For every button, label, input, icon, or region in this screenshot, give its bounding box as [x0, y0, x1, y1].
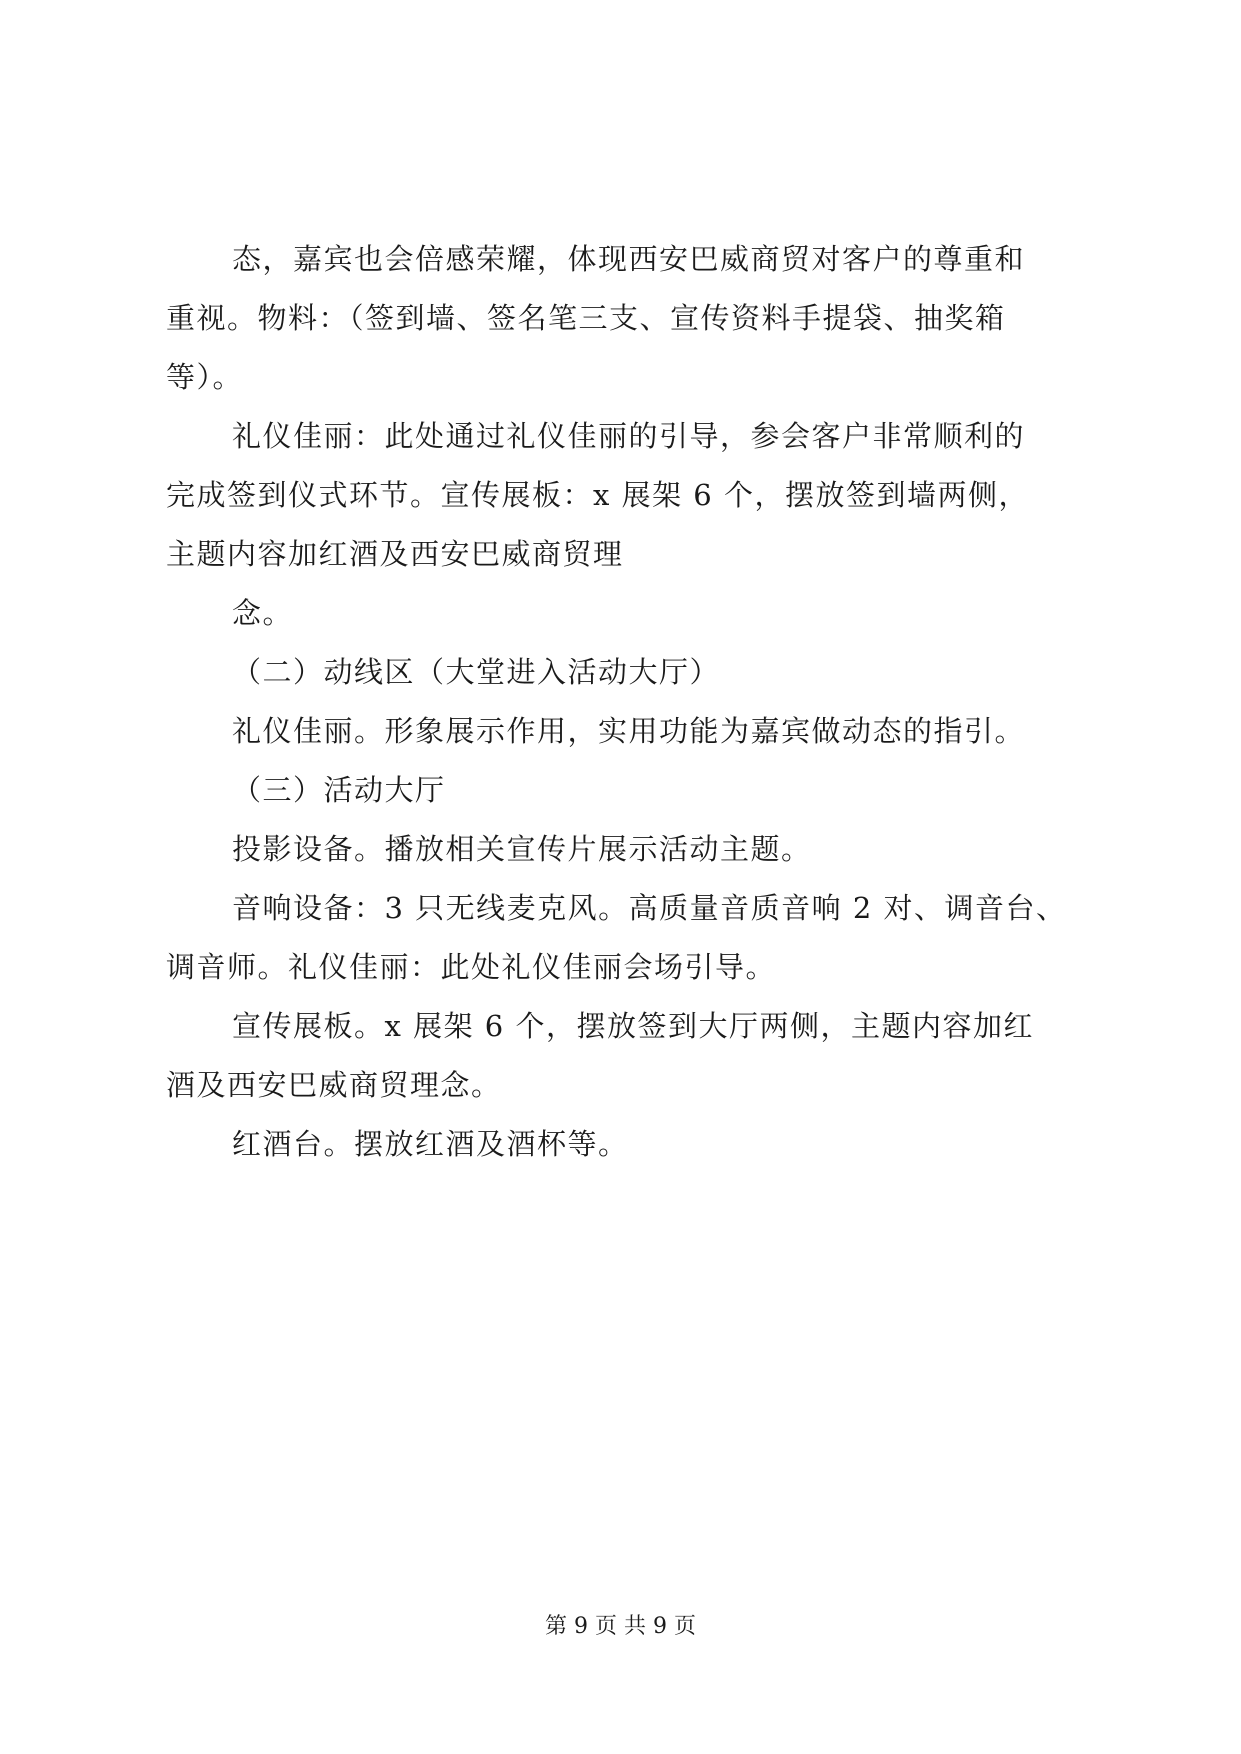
body-text [166, 230, 1086, 1174]
text-line: 重视。物料：（签到墙、签名笔三支、宣传资料手提袋、抽奖箱 [166, 301, 1006, 335]
text-line: 主题内容加红酒及西安巴威商贸理 [166, 537, 624, 571]
text-line: 调音师。礼仪佳丽：此处礼仪佳丽会场引导。 [166, 950, 777, 984]
section-heading: （三）活动大厅 [232, 773, 446, 807]
text-line: 完成签到仪式环节。宣传展板：x 展架 6 个，摆放签到墙两侧， [166, 478, 1029, 512]
text-line: 念。 [232, 596, 294, 630]
text-line: 音响设备：3 只无线麦克风。高质量音质音响 2 对、调音台、 [232, 891, 1067, 925]
text-line: 礼仪佳丽：此处通过礼仪佳丽的引导，参会客户非常顺利的 [232, 419, 1026, 453]
text-line: 等）。 [166, 360, 244, 394]
text-line: 宣传展板。x 展架 6 个，摆放签到大厅两侧，主题内容加红 [232, 1009, 1034, 1043]
page-footer: 第 9 页 共 9 页 [545, 1614, 696, 1639]
text-line: 酒及西安巴威商贸理念。 [166, 1068, 502, 1102]
text-line: 礼仪佳丽。形象展示作用，实用功能为嘉宾做动态的指引。 [232, 714, 1026, 748]
text-line: 红酒台。摆放红酒及酒杯等。 [232, 1127, 629, 1161]
text-line: 态，嘉宾也会倍感荣耀，体现西安巴威商贸对客户的尊重和 [232, 242, 1026, 276]
text-line: 投影设备。播放相关宣传片展示活动主题。 [232, 832, 812, 866]
section-heading: （二）动线区（大堂进入活动大厅） [232, 655, 721, 689]
